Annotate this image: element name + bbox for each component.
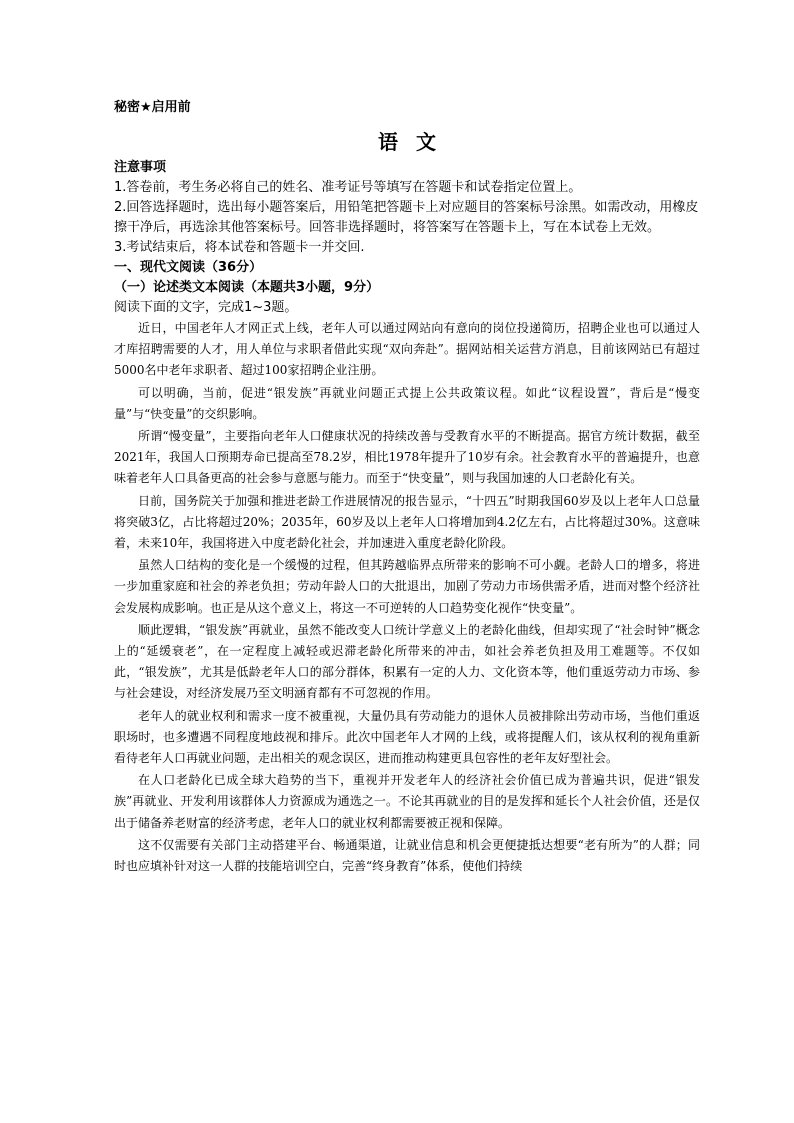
notice-item-1: 1.答卷前，考生务必将自己的姓名、准考证号等填写在答题卡和试卷指定位置上。 [114, 180, 582, 195]
passage-paragraph: 日前，国务院关于加强和推进老龄工作进展情况的报告显示，“十四五”时期我国60岁及以上老年人口总量将突破3亿，占比将超过20%；2035年，60岁及以上老年人口将增加到4.2亿左右，占比将超过30%。这意味着，未来10年，我国将进入中度老龄化社会，并加速进入重度老龄化阶段。 [114, 493, 700, 551]
confidential-label: 秘密★启用前 [114, 100, 191, 115]
passage-paragraph: 可以明确，当前，促进“银发族”再就业问题正式提上公共政策议程。如此“议程设置”，背后是“慢变量”与“快变量”的交织影响。 [114, 385, 700, 421]
notice-heading: 注意事项 [114, 160, 167, 175]
reading-instruction: 阅读下面的文字，完成1~3题。 [114, 300, 298, 315]
passage-paragraph: 所谓“慢变量”，主要指向老年人口健康状况的持续改善与受教育水平的不断提高。据官方统计数据，截至2021年，我国人口预期寿命已提高至78.2岁，相比1978年提升了10岁有余。社会教育水平的普遍提升，也意味着老年人口具备更高的社会参与意愿与能力。而至于“快变量”，则与我国加速的人口老龄化有关。 [114, 429, 700, 486]
page-title: 语文 [378, 130, 454, 154]
notice-item-3: 3.考试结束后，将本试卷和答题卡一并交回. [114, 240, 365, 255]
passage-paragraph: 老年人的就业权利和需求一度不被重视，大量仍具有劳动能力的退休人员被排除出劳动市场，当他们重返职场时，也多遭遇不同程度地歧视和排斥。此次中国老年人才网的上线，或将提醒人们，该从权利的视角重新看待老年人口再就业问题，走出相关的观念误区，进而推动构建更具包容性的老年友好型社会。 [114, 708, 700, 766]
notice-item-2: 2.回答选择题时，选出每小题答案后，用铅笔把答题卡上对应题目的答案标号涂黑。如需改动，用橡皮擦干净后，再选涂其他答案标号。回答非选择题时，将答案写在答题卡上，写在本试卷上无效。 [114, 200, 699, 235]
passage-paragraph: 顺此逻辑，“银发族”再就业，虽然不能改变人口统计学意义上的老龄化曲线，但却实现了“社会时钟”概念上的“延缓衰老”，在一定程度上减轻或迟滞老龄化所带来的冲击，如社会养老负担及用工难题等。不仅如此，“银发族”，尤其是低龄老年人口的部分群体，积累有一定的人力、文化资本等，他们重返劳动力市场、参与社会建设，对经济发展乃至文明涵育都有不可忽视的作用。 [114, 622, 700, 701]
passage-paragraph: 在人口老龄化已成全球大趋势的当下，重视并开发老年人的经济社会价值已成为普遍共识，促进“银发族”再就业、开发利用该群体人力资源成为通选之一。不论其再就业的目的是发挥和延长个人社会价值，还是仅出于储备养老财富的经济考虑，老年人口的就业权利都需要被正视和保障。 [114, 773, 700, 830]
passage-paragraph: 这不仅需要有关部门主动搭建平台、畅通渠道，让就业信息和机会更便捷抵达想要“老有所为”的人群；同时也应填补针对这一人群的技能培训空白，完善“终身教育”体系，使他们持续 [114, 837, 700, 874]
subsection-heading: （一）论述类文本阅读（本题共3小题，9分） [114, 280, 380, 295]
passage-paragraph: 虽然人口结构的变化是一个缓慢的过程，但其跨越临界点所带来的影响不可小觑。老龄人口的增多，将进一步加重家庭和社会的养老负担；劳动年龄人口的大批退出，加剧了劳动力市场供需矛盾，进而对整个经济社会发展构成影响。也正是从这个意义上，将这一不可逆转的人口趋势变化视作“快变量”。 [114, 558, 700, 615]
section-heading: 一、现代文阅读（36分） [114, 260, 263, 275]
exam-page [114, 98, 700, 877]
passage-paragraph: 近日，中国老年人才网正式上线，老年人可以通过网站向有意向的岗位投递简历，招聘企业也可以通过人才库招聘需要的人才，用人单位与求职者借此实现“双向奔赴”。据网站相关运营方消息，目前该网站已有超过5000名中老年求职者、超过100家招聘企业注册。 [114, 321, 700, 378]
